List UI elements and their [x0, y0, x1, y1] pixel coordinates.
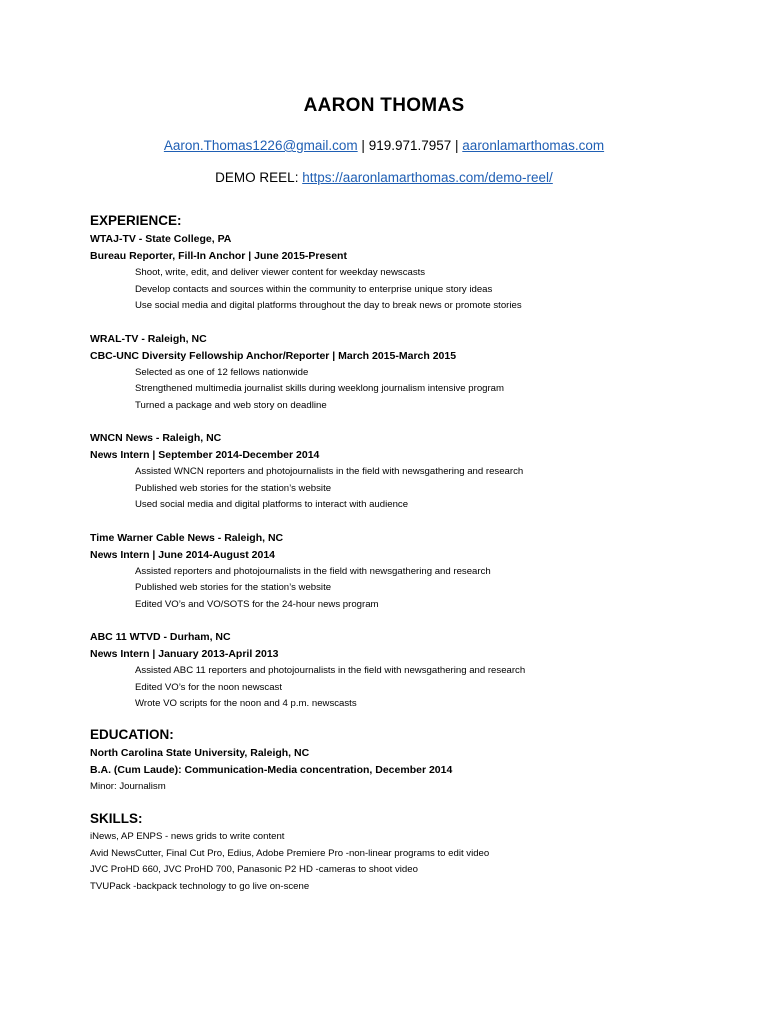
job-employer: Time Warner Cable News - Raleigh, NC — [90, 531, 284, 544]
education-minor: Minor: Journalism — [90, 780, 166, 792]
job-title: News Intern | January 2013-April 2013 — [90, 648, 279, 660]
skill-item: JVC ProHD 660, JVC ProHD 700, Panasonic P2 HD -cameras to shoot video — [90, 864, 418, 875]
job-employer: WRAL-TV - Raleigh, NC — [90, 332, 207, 345]
skill-item: iNews, AP ENPS - news grids to write content — [90, 831, 285, 842]
phone-number: 919.971.7957 — [368, 138, 452, 153]
skill-item: TVUPack -backpack technology to go live on-scene — [90, 880, 310, 892]
experience-heading: EXPERIENCE: — [90, 213, 182, 228]
demo-reel-link[interactable]: https://aaronlamarthomas.com/demo-reel/ — [302, 170, 553, 185]
candidate-name: AARON THOMAS — [303, 95, 465, 116]
job-bullet: Turned a package and web story on deadline — [135, 399, 327, 411]
section-spacer — [90, 713, 730, 725]
job-bullet: Edited VO’s for the noon newscast — [135, 681, 283, 693]
job-employer: ABC 11 WTVD - Durham, NC — [90, 631, 231, 643]
resume-body — [90, 211, 730, 895]
job-bullet: Wrote VO scripts for the noon and 4 p.m. newscasts — [135, 698, 357, 709]
job-bullet: Published web stories for the station’s website — [135, 482, 332, 494]
job-entry — [90, 430, 730, 514]
job-bullet: Edited VO’s and VO/SOTS for the 24-hour news program — [135, 598, 379, 610]
job-bullet: Assisted WNCN reporters and photojournalists in the field with newsgathering and research — [135, 466, 524, 477]
skills-heading: SKILLS: — [90, 811, 143, 826]
job-bullet: Use social media and digital platforms throughout the day to break news or promote stories — [135, 300, 522, 311]
job-bullet: Published web stories for the station’s website — [135, 582, 332, 593]
job-title: Bureau Reporter, Fill-In Anchor | June 2015-Present — [90, 250, 347, 262]
skill-item: Avid NewsCutter, Final Cut Pro, Edius, Adobe Premiere Pro -non-linear programs to edit video — [90, 847, 490, 859]
job-employer: WNCN News - Raleigh, NC — [90, 432, 222, 444]
email-link[interactable]: Aaron.Thomas1226@gmail.com — [163, 138, 358, 153]
job-bullet: Strengthened multimedia journalist skills during weeklong journalism intensive program — [135, 383, 505, 394]
contact-separator: | — [451, 138, 463, 153]
demo-reel-label: DEMO REEL: — [215, 170, 303, 185]
education-heading: EDUCATION: — [90, 726, 174, 742]
job-bullet: Shoot, write, edit, and deliver viewer content for weekday newscasts — [135, 267, 426, 278]
section-spacer — [90, 795, 730, 809]
education-degree: B.A. (Cum Laude): Communication-Media concentration, December 2014 — [90, 763, 453, 776]
job-title: News Intern | June 2014-August 2014 — [90, 548, 276, 561]
job-entry — [90, 231, 730, 315]
job-bullet: Assisted reporters and photojournalists in the field with newsgathering and research — [135, 565, 491, 577]
job-entry — [90, 331, 730, 415]
job-title: CBC-UNC Diversity Fellowship Anchor/Reporter | March 2015-March 2015 — [90, 349, 457, 362]
job-employer: WTAJ-TV - State College, PA — [90, 233, 232, 245]
education-school: North Carolina State University, Raleigh, NC — [90, 746, 310, 759]
demo-reel-line — [0, 170, 768, 185]
job-bullet: Used social media and digital platforms to interact with audience — [135, 499, 409, 510]
website-link[interactable]: aaronlamarthomas.com — [462, 138, 605, 153]
job-bullet: Selected as one of 12 fellows nationwide — [135, 366, 309, 378]
contact-separator: | — [357, 138, 369, 153]
job-title: News Intern | September 2014-December 2014 — [90, 449, 320, 461]
contact-line — [0, 138, 768, 153]
job-entry — [90, 629, 730, 713]
job-entry — [90, 530, 730, 614]
job-bullet: Assisted ABC 11 reporters and photojournalists in the field with newsgathering and research — [135, 665, 526, 676]
job-bullet: Develop contacts and sources within the community to enterprise unique story ideas — [135, 283, 493, 295]
